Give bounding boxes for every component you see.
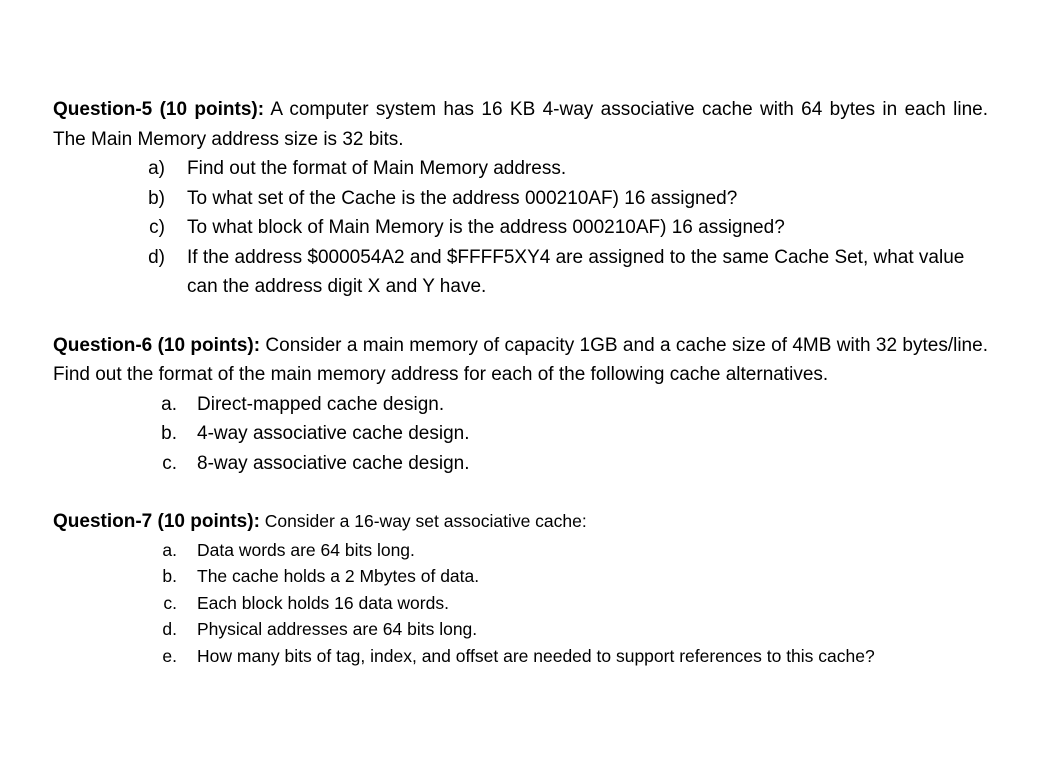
item-text: 4-way associative cache design. (197, 423, 470, 444)
question-6-item-a (53, 390, 988, 420)
question-6-prompt (53, 331, 988, 390)
question-5-body: A computer system has 16 KB 4-way associative cache with 64 bytes in each line. The Main Memory address size is 32 bits. (53, 99, 988, 150)
question-7-label: Question-7 (10 points): (53, 511, 260, 532)
question-6 (53, 331, 988, 479)
item-marker: b. (162, 566, 177, 586)
question-7-prompt (53, 507, 988, 537)
item-marker: a) (148, 158, 165, 179)
item-marker: e. (162, 645, 177, 666)
question-5-label: Question-5 (10 points): (53, 99, 265, 120)
item-text: Data words are 64 bits long. (197, 539, 415, 560)
item-marker: d. (162, 619, 177, 639)
item-text: 8-way associative cache design. (197, 452, 470, 474)
question-7-item-a (53, 537, 988, 564)
item-marker: a. (161, 393, 177, 415)
item-marker: a. (162, 539, 177, 560)
question-7-body: Consider a 16-way set associative cache: (259, 511, 587, 531)
question-5-prompt (53, 95, 988, 154)
question-7-item-e (53, 643, 988, 670)
item-marker: c. (162, 452, 177, 474)
item-marker: b. (161, 423, 177, 444)
item-text: Find out the format of Main Memory address. (187, 158, 567, 179)
question-5-item-d (53, 243, 988, 302)
spacer (53, 478, 988, 507)
question-6-body: Consider a main memory of capacity 1GB and a cache size of 4MB with 32 bytes/line. Find out the format of the main memory address for each of the following cache alternatives. (53, 334, 988, 385)
item-marker: c. (163, 592, 177, 613)
item-text: Physical addresses are 64 bits long. (197, 619, 478, 639)
spacer (53, 302, 988, 331)
item-text: Each block holds 16 data words. (197, 592, 449, 613)
question-7-item-d (53, 616, 988, 643)
question-5 (53, 95, 988, 302)
item-text: The cache holds a 2 Mbytes of data. (197, 566, 480, 586)
question-5-item-b (53, 184, 988, 214)
question-7-item-c (53, 590, 988, 617)
question-6-item-b (53, 419, 988, 449)
item-marker: d) (148, 246, 165, 268)
item-text: To what block of Main Memory is the address 000210AF) 16 assigned? (187, 217, 785, 238)
document-page (53, 95, 988, 669)
item-text: How many bits of tag, index, and offset are needed to support references to this cache? (197, 645, 875, 666)
question-5-item-a (53, 154, 988, 184)
item-text: If the address $000054A2 and $FFFF5XY4 are assigned to the same Cache Set, what value can the address digit X and Y have. (187, 246, 965, 297)
question-7-item-b (53, 563, 988, 590)
question-6-label: Question-6 (10 points): (53, 334, 261, 356)
question-6-item-c (53, 449, 988, 479)
question-5-item-c (53, 213, 988, 243)
item-marker: c) (149, 217, 165, 238)
item-text: Direct-mapped cache design. (197, 393, 445, 415)
item-marker: b) (148, 187, 165, 209)
question-7 (53, 507, 988, 669)
item-text: To what set of the Cache is the address 000210AF) 16 assigned? (187, 187, 738, 209)
